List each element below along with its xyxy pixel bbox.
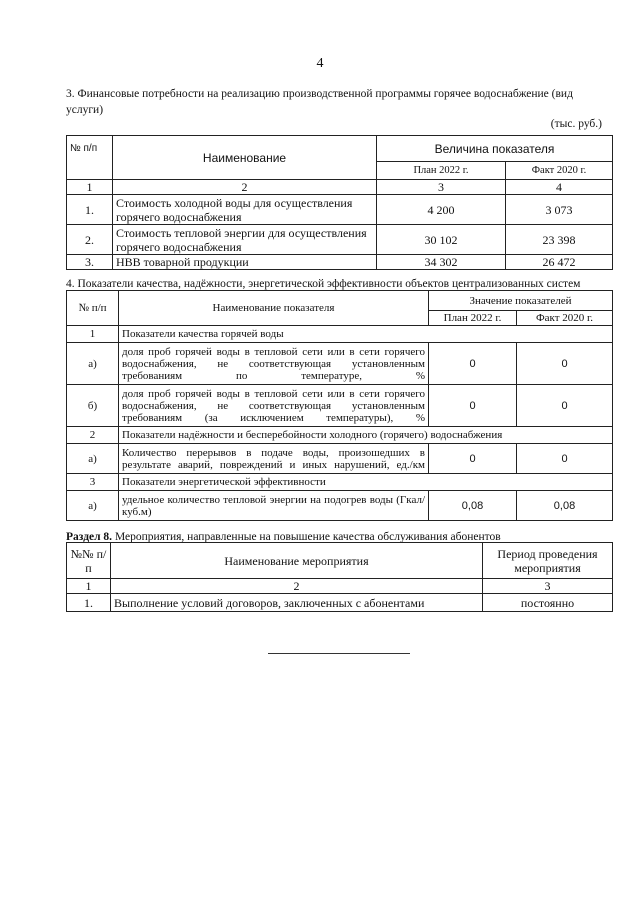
row-plan: 0: [429, 343, 517, 385]
row-plan: 34 302: [377, 255, 506, 270]
row-plan: 0: [429, 444, 517, 474]
row-name: Стоимость холодной воды для осуществления горячего водоснабжения: [113, 195, 377, 225]
header-period: Период проведения мероприятия: [483, 543, 613, 579]
group-row: [67, 326, 613, 343]
group-title: Показатели надёжности и бесперебойности холодного (горячего) водоснабжения: [119, 427, 613, 444]
row-fact: 0: [517, 385, 613, 427]
header-num: № п/п: [67, 136, 113, 180]
row-name: Выполнение условий договоров, заключенных с абонентами: [111, 594, 483, 612]
colnum: 3: [483, 579, 613, 594]
row-num: 3.: [67, 255, 113, 270]
header-plan: План 2022 г.: [429, 311, 517, 326]
table-row: [67, 385, 613, 427]
row-name: НВВ товарной продукции: [113, 255, 377, 270]
group-title: Показатели энергетической эффективности: [119, 474, 613, 491]
colnum: 2: [111, 579, 483, 594]
table-row: [67, 491, 613, 521]
header-value-group: Значение показателей: [429, 291, 613, 311]
row-fact: 0: [517, 444, 613, 474]
financial-needs-table: [66, 135, 613, 270]
group-row: [67, 474, 613, 491]
header-value-group: Величина показателя: [377, 136, 613, 162]
header-plan: План 2022 г.: [377, 162, 506, 180]
page-number: 4: [316, 56, 324, 71]
row-period: постоянно: [483, 594, 613, 612]
group-num: 1: [67, 326, 119, 343]
colnum: 3: [377, 180, 506, 195]
table-row: [67, 225, 613, 255]
row-num: б): [67, 385, 119, 427]
header-fact: Факт 2020 г.: [506, 162, 613, 180]
row-num: 1.: [67, 195, 113, 225]
row-fact: 23 398: [506, 225, 613, 255]
header-num: № п/п: [67, 291, 119, 326]
row-fact: 26 472: [506, 255, 613, 270]
row-num: а): [67, 343, 119, 385]
row-name: Стоимость тепловой энергии для осуществления горячего водоснабжения: [113, 225, 377, 255]
section4-heading: 4. Показатели качества, надёжности, энергетической эффективности объектов централизованных систем: [66, 278, 581, 290]
row-name: доля проб горячей воды в тепловой сети или в сети горячего водоснабжения, не соответствующая установленным требованиям по температуре, %: [119, 343, 429, 385]
group-num: 3: [67, 474, 119, 491]
table-row: [67, 255, 613, 270]
row-plan: 0,08: [429, 491, 517, 521]
section3-heading: 3. Финансовые потребности на реализацию производственной программы горячее водоснабжение (вид услуги): [66, 88, 573, 116]
table-row: [67, 444, 613, 474]
units-label: (тыс. руб.): [550, 118, 602, 130]
header-name: Наименование показателя: [119, 291, 429, 326]
row-fact: 0,08: [517, 491, 613, 521]
row-name: Количество перерывов в подаче воды, произошедших в результате аварий, повреждений и иных нарушений, ед./км: [119, 444, 429, 474]
closing-line: [268, 653, 410, 654]
row-num: 2.: [67, 225, 113, 255]
table-row: [67, 195, 613, 225]
row-fact: 0: [517, 343, 613, 385]
service-activities-table: [66, 542, 613, 612]
section8-heading-text: Мероприятия, направленные на повышение качества обслуживания абонентов: [112, 531, 501, 543]
row-plan: 0: [429, 385, 517, 427]
group-row: [67, 427, 613, 444]
quality-indicators-table: [66, 290, 613, 521]
row-name: доля проб горячей воды в тепловой сети или в сети горячего водоснабжения, не соответствующая установленным требованиям (за исключением температуры), %: [119, 385, 429, 427]
header-fact: Факт 2020 г.: [517, 311, 613, 326]
header-name: Наименование мероприятия: [111, 543, 483, 579]
colnum: 4: [506, 180, 613, 195]
header-name: Наименование: [113, 136, 377, 180]
colnum: 2: [113, 180, 377, 195]
row-name: удельное количество тепловой энергии на подогрев воды (Гкал/куб.м): [119, 491, 429, 521]
colnum: 1: [67, 180, 113, 195]
header-num: №№ п/п: [67, 543, 111, 579]
row-fact: 3 073: [506, 195, 613, 225]
group-num: 2: [67, 427, 119, 444]
group-title: Показатели качества горячей воды: [119, 326, 613, 343]
row-num: а): [67, 491, 119, 521]
row-plan: 4 200: [377, 195, 506, 225]
row-num: а): [67, 444, 119, 474]
row-num: 1.: [67, 594, 111, 612]
row-plan: 30 102: [377, 225, 506, 255]
table-row: [67, 594, 613, 612]
section8-heading-label: Раздел 8.: [66, 531, 113, 543]
colnum: 1: [67, 579, 111, 594]
table-row: [67, 343, 613, 385]
